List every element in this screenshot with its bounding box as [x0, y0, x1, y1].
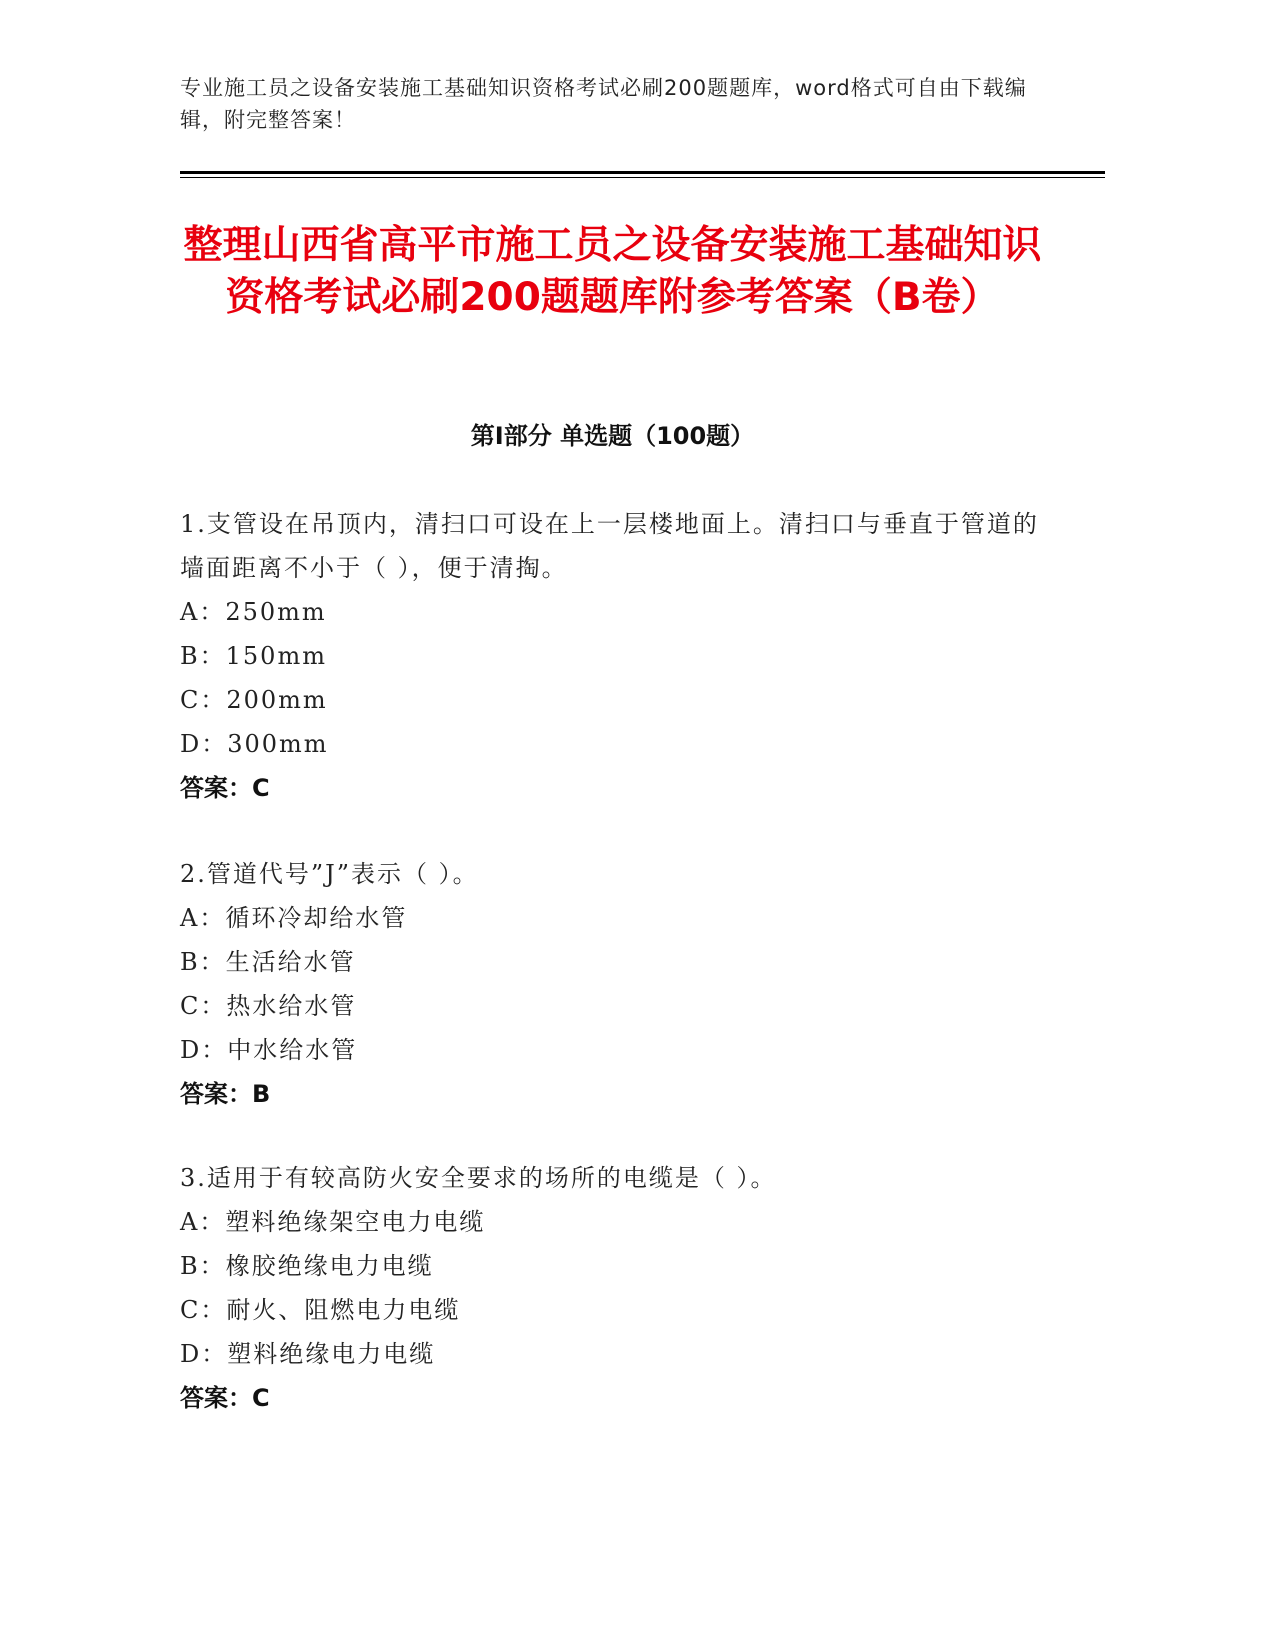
option-d: D：塑料绝缘电力电缆	[180, 1340, 436, 1368]
question-stem: 3.适用于有较高防火安全要求的场所的电缆是（ ）。	[180, 1164, 777, 1192]
option-c: C：200mm	[180, 686, 328, 714]
option-d: D：300mm	[180, 730, 329, 758]
answer-label: 答案：C	[180, 1384, 270, 1412]
answer-label: 答案：B	[180, 1080, 271, 1108]
option-c: C：耐火、阻燃电力电缆	[180, 1296, 461, 1324]
header-divider-thick	[180, 171, 1105, 174]
option-b: B：橡胶绝缘电力电缆	[180, 1252, 434, 1280]
question-1	[180, 502, 1060, 810]
question-stem: 1.支管设在吊顶内，清扫口可设在上一层楼地面上。清扫口与垂直于管道的墙面距离不小于（ ），便于清掏。	[180, 510, 1039, 582]
answer-label: 答案：C	[180, 774, 270, 802]
question-3	[180, 1156, 1060, 1420]
option-a: A：250mm	[180, 598, 327, 626]
option-b: B：生活给水管	[180, 948, 356, 976]
option-b: B：150mm	[180, 642, 327, 670]
option-a: A：塑料绝缘架空电力电缆	[180, 1208, 486, 1236]
question-2	[180, 852, 1060, 1116]
header-note: 专业施工员之设备安装施工基础知识资格考试必刷200题题库，word格式可自由下载编辑，附完整答案！	[180, 76, 1027, 132]
option-d: D：中水给水管	[180, 1036, 358, 1064]
question-stem: 2.管道代号”J”表示（ ）。	[180, 860, 479, 888]
section-heading: 第I部分 单选题（100题）	[470, 422, 755, 450]
option-a: A：循环冷却给水管	[180, 904, 408, 932]
header-divider-thin	[180, 177, 1105, 178]
document-title: 整理山西省高平市施工员之设备安装施工基础知识资格考试必刷200题题库附参考答案（B卷）	[183, 223, 1042, 320]
option-c: C：热水给水管	[180, 992, 357, 1020]
